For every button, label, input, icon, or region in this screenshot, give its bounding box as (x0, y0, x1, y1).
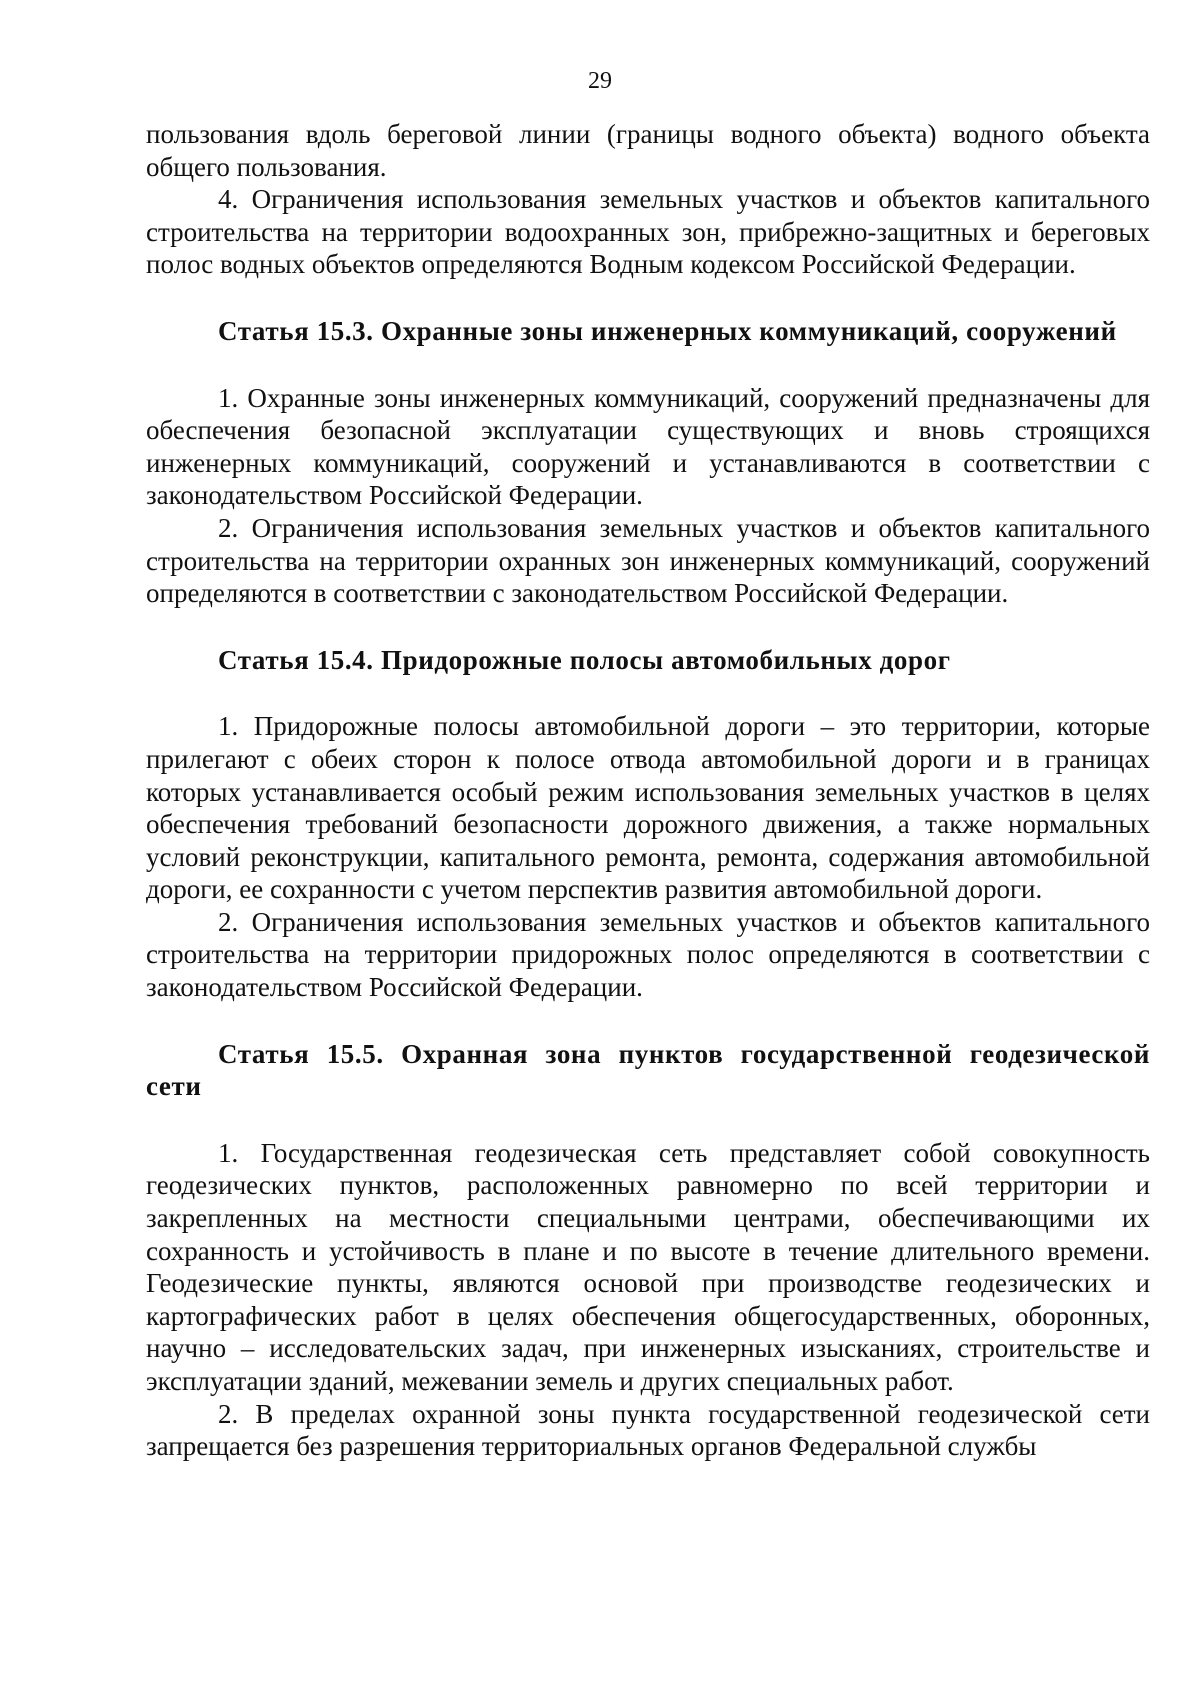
article-15-3-item-1: 1. Охранные зоны инженерных коммуникаций, сооружений предназначены для обеспечения безопасной эксплуатации существующих и вновь строящихся инженерных коммуникаций, сооружений и устанавливаются в соответствии с законодательством Российской Федерации. (146, 382, 1150, 511)
article-15-5-heading: Статья 15.5. Охранная зона пунктов государственной геодезической сети (146, 1038, 1150, 1102)
article-15-5-item-1: 1. Государственная геодезическая сеть представляет собой совокупность геодезических пунктов, расположенных равномерно по всей территории и закрепленных на местности специальными центрами, обеспечивающими их сохранность и устойчивость в плане и по высоте в течение длительного времени. Геодезические пункты, являются основой при производстве геодезических и картографических работ в целях обеспечения общегосударственных, оборонных, научно – исследовательских задач, при инженерных изысканиях, строительстве и эксплуатации зданий, межевании земель и других специальных работ. (146, 1137, 1150, 1396)
article-15-5-item-2: 2. В пределах охранной зоны пункта государственной геодезической сети запрещается без разрешения территориальных органов Федеральной службы (146, 1398, 1150, 1462)
document-body (146, 118, 1150, 1463)
paragraph-continuation: пользования вдоль береговой линии (границы водного объекта) водного объекта общего пользования. (146, 119, 1150, 182)
article-15-4-item-2: 2. Ограничения использования земельных участков и объектов капитального строительства на территории придорожных полос определяются в соответствии с законодательством Российской Федерации. (146, 906, 1150, 1003)
page-number: 29 (588, 68, 612, 94)
article-15-3-item-2: 2. Ограничения использования земельных участков и объектов капитального строительства на территории охранных зон инженерных коммуникаций, сооружений определяются в соответствии с законодательством Российской Федерации. (146, 512, 1150, 609)
article-15-4-heading: Статья 15.4. Придорожные полосы автомобильных дорог (218, 644, 951, 675)
paragraph-item-4: 4. Ограничения использования земельных участков и объектов капитального строительства на территории водоохранных зон, прибрежно-защитных и береговых полос водных объектов определяются Водным кодексом Российской Федерации. (146, 184, 1150, 280)
article-15-3-heading: Статья 15.3. Охранные зоны инженерных коммуникаций, сооружений (218, 315, 1117, 346)
article-15-4-item-1: 1. Придорожные полосы автомобильной дороги – это территории, которые прилегают с обеих сторон к полосе отвода автомобильной дороги и в границах которых устанавливается особый режим использования земельных участков в целях обеспечения требований безопасности дорожного движения, а также нормальных условий реконструкции, капитального ремонта, ремонта, содержания автомобильной дороги, ее сохранности с учетом перспектив развития автомобильной дороги. (146, 711, 1150, 905)
